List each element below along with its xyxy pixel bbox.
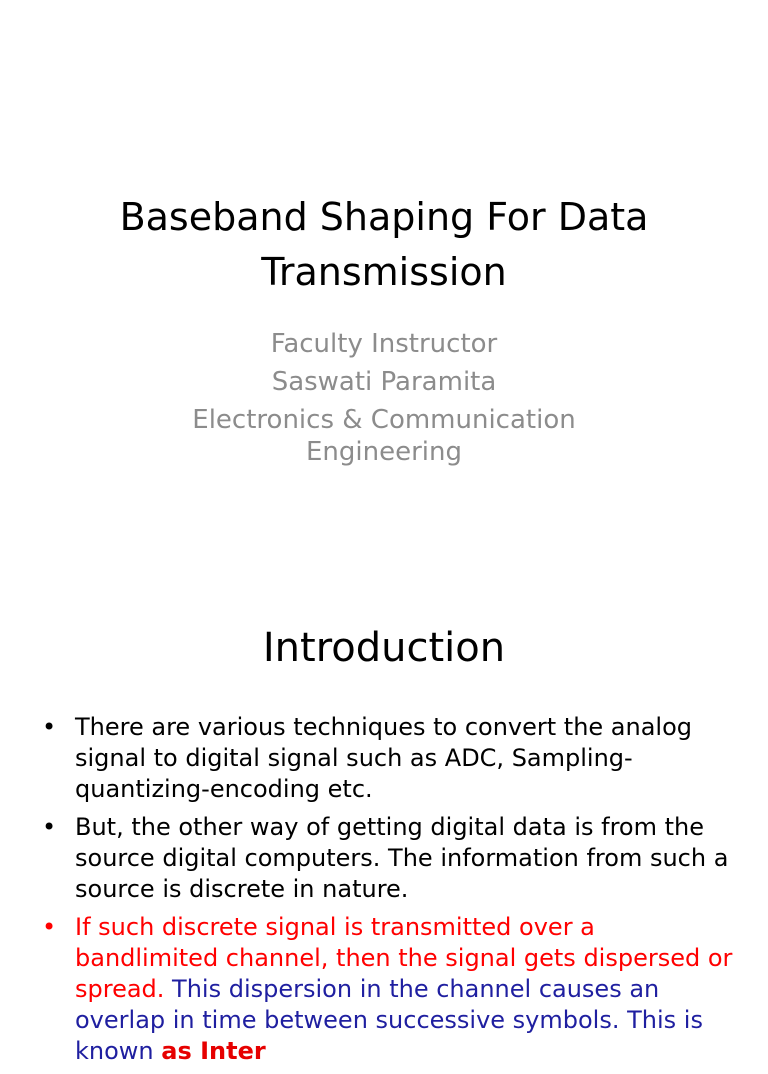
bullet-text-red: If such discrete signal is transmitted over a bandlimited channel, then the signal gets dispersed or spread. <box>75 913 733 1003</box>
slide-title-line-1: Baseband Shaping For Data <box>119 195 649 239</box>
subtitle-line-name: Saswati Paramita <box>271 367 497 397</box>
introduction-slide <box>0 576 768 1065</box>
bullet-item <box>40 912 740 1067</box>
introduction-title: Introduction <box>262 625 506 671</box>
subtitle-line-department-cont: Engineering <box>306 437 462 467</box>
slide-title <box>40 190 728 300</box>
bullet-marker: • <box>42 713 57 741</box>
bullet-item <box>40 812 740 905</box>
bullet-text-blue: This dispersion in the channel causes an overlap in time between successive symbols. This is known <box>75 975 703 1065</box>
bullet-text: There are various techniques to convert the analog signal to digital signal such as ADC, Sampling-quantizing-encoding etc. <box>75 713 693 803</box>
bullet-list <box>40 712 740 1074</box>
slide-subtitle <box>80 325 688 467</box>
slide-title-line-2: Transmission <box>261 250 507 294</box>
bullet-text-emphasis: as Inter <box>161 1037 266 1065</box>
subtitle-line-role: Faculty Instructor <box>270 329 498 359</box>
bullet-item <box>40 712 740 805</box>
bullet-marker: • <box>42 813 57 841</box>
subtitle-line-department: Electronics & Communication <box>192 405 576 435</box>
bullet-marker: • <box>42 913 57 941</box>
bullet-text: But, the other way of getting digital data is from the source digital computers. The information from such a source is discrete in nature. <box>75 813 729 903</box>
